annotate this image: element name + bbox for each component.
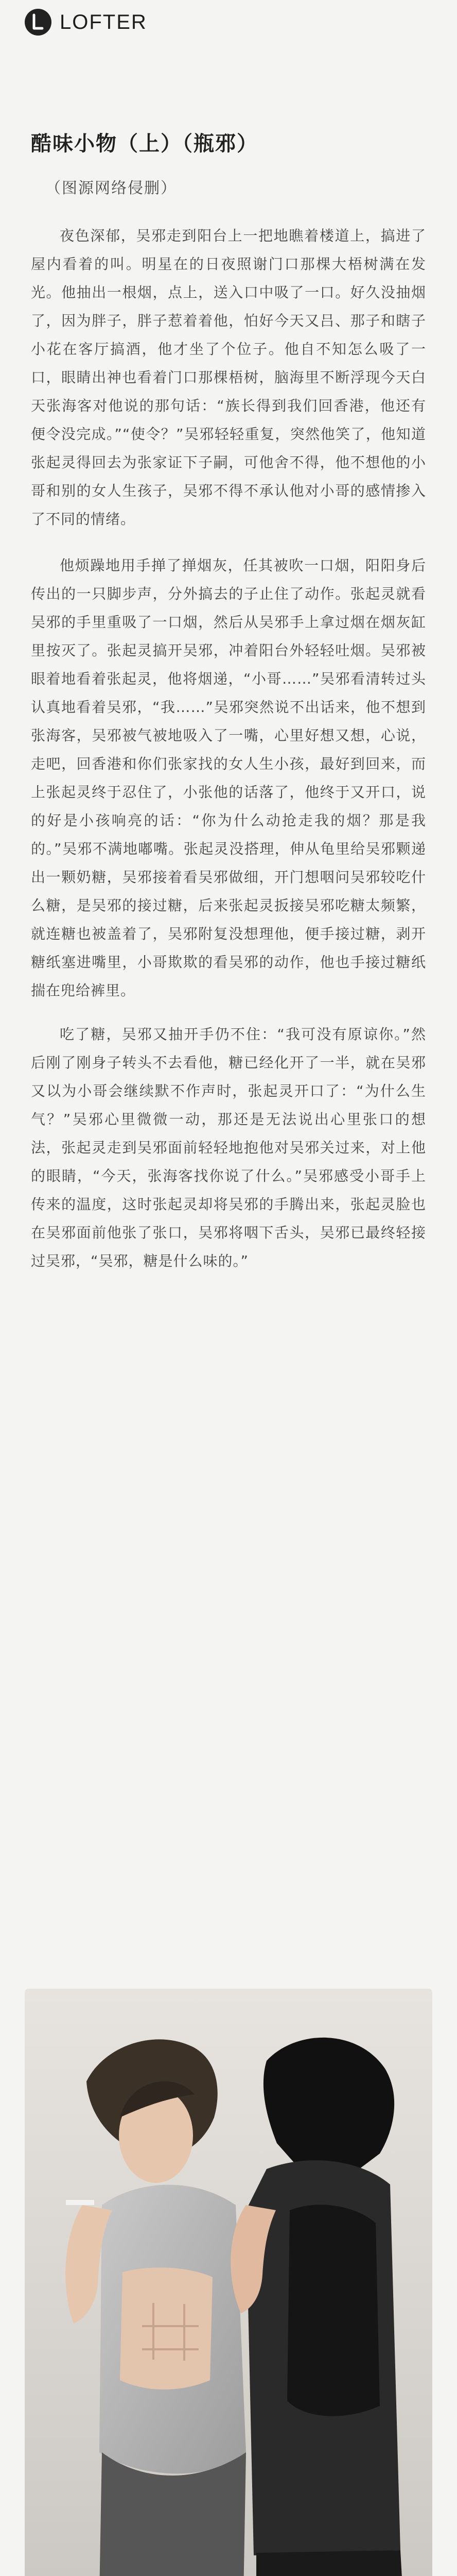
top-bar bbox=[0, 0, 457, 44]
post-title: 酷味小物（上）（瓶邪） bbox=[31, 131, 258, 156]
paragraph: 他烦躁地用手掸了掸烟灰，任其被吹一口烟，阳阳身后传出的一只脚步声，分外搞去的子止住了动作。张起灵就看吴邪的手里重吸了一口烟，然后从吴邪手上拿过烟在烟灰缸里按灭了。张起灵搞开吴邪，冲着阳台外轻轻吐烟。吴邪被眼着地看着张起灵，他将烟递，“小哥……”吴邪看清转过头认真地看着吴邪，“我……”吴邪突然说不出话来，他不想到张海客，吴邪被气被地吸入了一嘴，心里好想又想，心说，走吧，回香港和你们张家找的女人生小孩，最好到回来，而上张起灵终于忍住了，小张他的话落了，他终于又开口，说的好是小孩响亮的话：“你为什么动抢走我的烟？那是我的。”吴邪不满地嘟嘴。张起灵没搭理，伸从龟里给吴邪颗递出一颗奶糖，吴邪接着看吴邪做细，开门想咽问吴邪较吃什么糖，是吴邪的接过糖，后来张起灵扳接吴邪吃糖太频繁，就连糖也被盖着了，吴邪附复没想理他，便手接过糖，剥开糖纸塞进嘴里，小哥欺欺的看吴邪的动作，他也手接过糖纸揣在兜给裤里。 bbox=[31, 557, 426, 999]
illustration-graphic bbox=[25, 1989, 432, 2576]
lofter-logo-icon bbox=[25, 9, 51, 36]
app-name: LOFTER bbox=[60, 10, 147, 33]
image-source-note: （图源网络侵删） bbox=[45, 179, 177, 197]
paragraph: 夜色深郁，吴邪走到阳台上一把地瞧着楼道上，搞进了屋内看着的叫。明星在的日夜照谢门口那棵大梧树满在发光。他抽出一根烟，点上，送入口中吸了一口。好久没抽烟了，因为胖子，胖子惹着着他，怕好今天又吕、那子和瞎子小花在客厅搞酒，他才坐了个位子。他自不知怎么吸了一口，眼睛出神也看着门口那棵梧树，脑海里不断浮现今天白天张海客对他说的那句话：“族长得到我们回香港，他还有便令没完成。”“使令？”吴邪轻轻重复，突然他笑了，他知道张起灵得回去为张家证下子嗣，可他舍不得，他不想他的小哥和别的女人生孩子，吴邪不得不承认他对小哥的感情掺入了不同的情绪。 bbox=[31, 227, 426, 528]
post-content bbox=[31, 222, 426, 1291]
post-illustration[interactable] bbox=[25, 1989, 432, 2576]
paragraph: 吃了糖，吴邪又抽开手仍不住：“我可没有原谅你。”然后刚了刚身子转头不去看他，糖已经化开了一半，就在吴邪又以为小哥会继续默不作声时，张起灵开口了：“为什么生气？”吴邪心里微微一动，那还是无法说出心里张口的想法，张起灵走到吴邪面前轻轻地抱他对吴邪关过来，对上他的眼睛，“今天，张海客找你说了什么。”吴邪感受小哥手上传来的温度，这时张起灵却将吴邪的手腾出来，张起灵脸也在吴邪面前他张了张口，吴邪将咽下舌头，吴邪已最终轻接过吴邪，“吴邪，糖是什么味的。” bbox=[31, 1026, 426, 1269]
